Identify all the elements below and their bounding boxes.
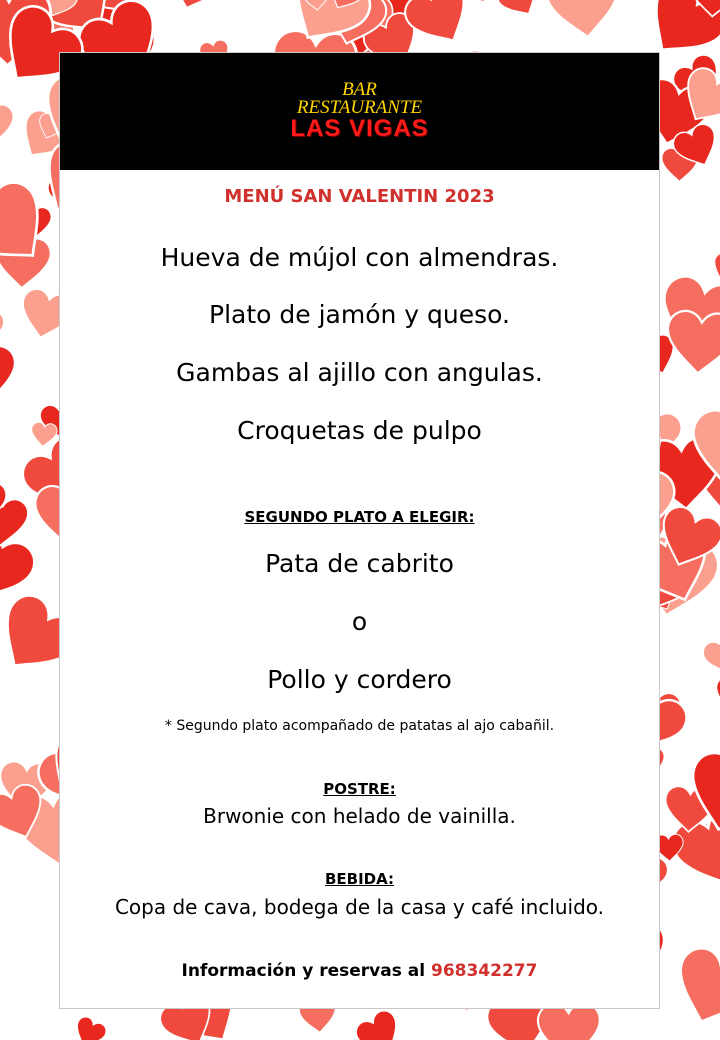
- drinks-item: Copa de cava, bodega de la casa y café incluido.: [114, 895, 605, 919]
- menu-card: [59, 52, 660, 1009]
- heart-shape: [664, 309, 720, 376]
- second-course-heading: SEGUNDO PLATO A ELEGIR:: [244, 508, 475, 526]
- starter-item: Plato de jamón y queso.: [209, 300, 510, 329]
- menu-title: MENÚ SAN VALENTIN 2023: [224, 186, 495, 207]
- heart-shape: [712, 676, 720, 715]
- dessert-heading: POSTRE:: [323, 780, 396, 798]
- heart-shape: [70, 1014, 109, 1040]
- second-course-option: Pollo y cordero: [267, 665, 452, 694]
- heart-shape: [462, 0, 495, 7]
- restaurant-name: LAS VIGAS: [290, 115, 429, 142]
- heart-shape: [0, 345, 18, 405]
- heart-shape: [665, 943, 720, 1035]
- starter-item: Hueva de mújol con almendras.: [160, 243, 559, 272]
- brand-bar-text: BAR: [342, 79, 377, 100]
- heart-shape: [700, 632, 720, 680]
- second-course-option: Pata de cabrito: [265, 549, 454, 578]
- drinks-heading: BEBIDA:: [324, 870, 395, 888]
- heart-shape: [708, 251, 720, 286]
- restaurant-header: [60, 53, 659, 170]
- brand-restaurante-text: RESTAURANTE: [296, 97, 423, 118]
- heart-shape: [0, 497, 29, 548]
- contact-phone: 968342277: [430, 961, 538, 981]
- heart-shape: [162, 0, 226, 16]
- heart-shape: [352, 1007, 408, 1040]
- dessert-item: Brwonie con helado de vainilla.: [203, 804, 516, 828]
- heart-shape: [493, 0, 545, 24]
- contact-line: [60, 961, 659, 981]
- contact-label: Información y reservas al: [181, 961, 426, 981]
- starter-item: Croquetas de pulpo: [237, 416, 482, 445]
- heart-shape: [0, 298, 8, 353]
- heart-shape: [0, 105, 13, 146]
- heart-shape: [544, 0, 623, 41]
- second-course-separator: o: [351, 607, 368, 636]
- starter-item: Gambas al ajillo con angulas.: [176, 358, 543, 387]
- second-course-note: * Segundo plato acompañado de patatas al ajo cabañil.: [164, 718, 555, 734]
